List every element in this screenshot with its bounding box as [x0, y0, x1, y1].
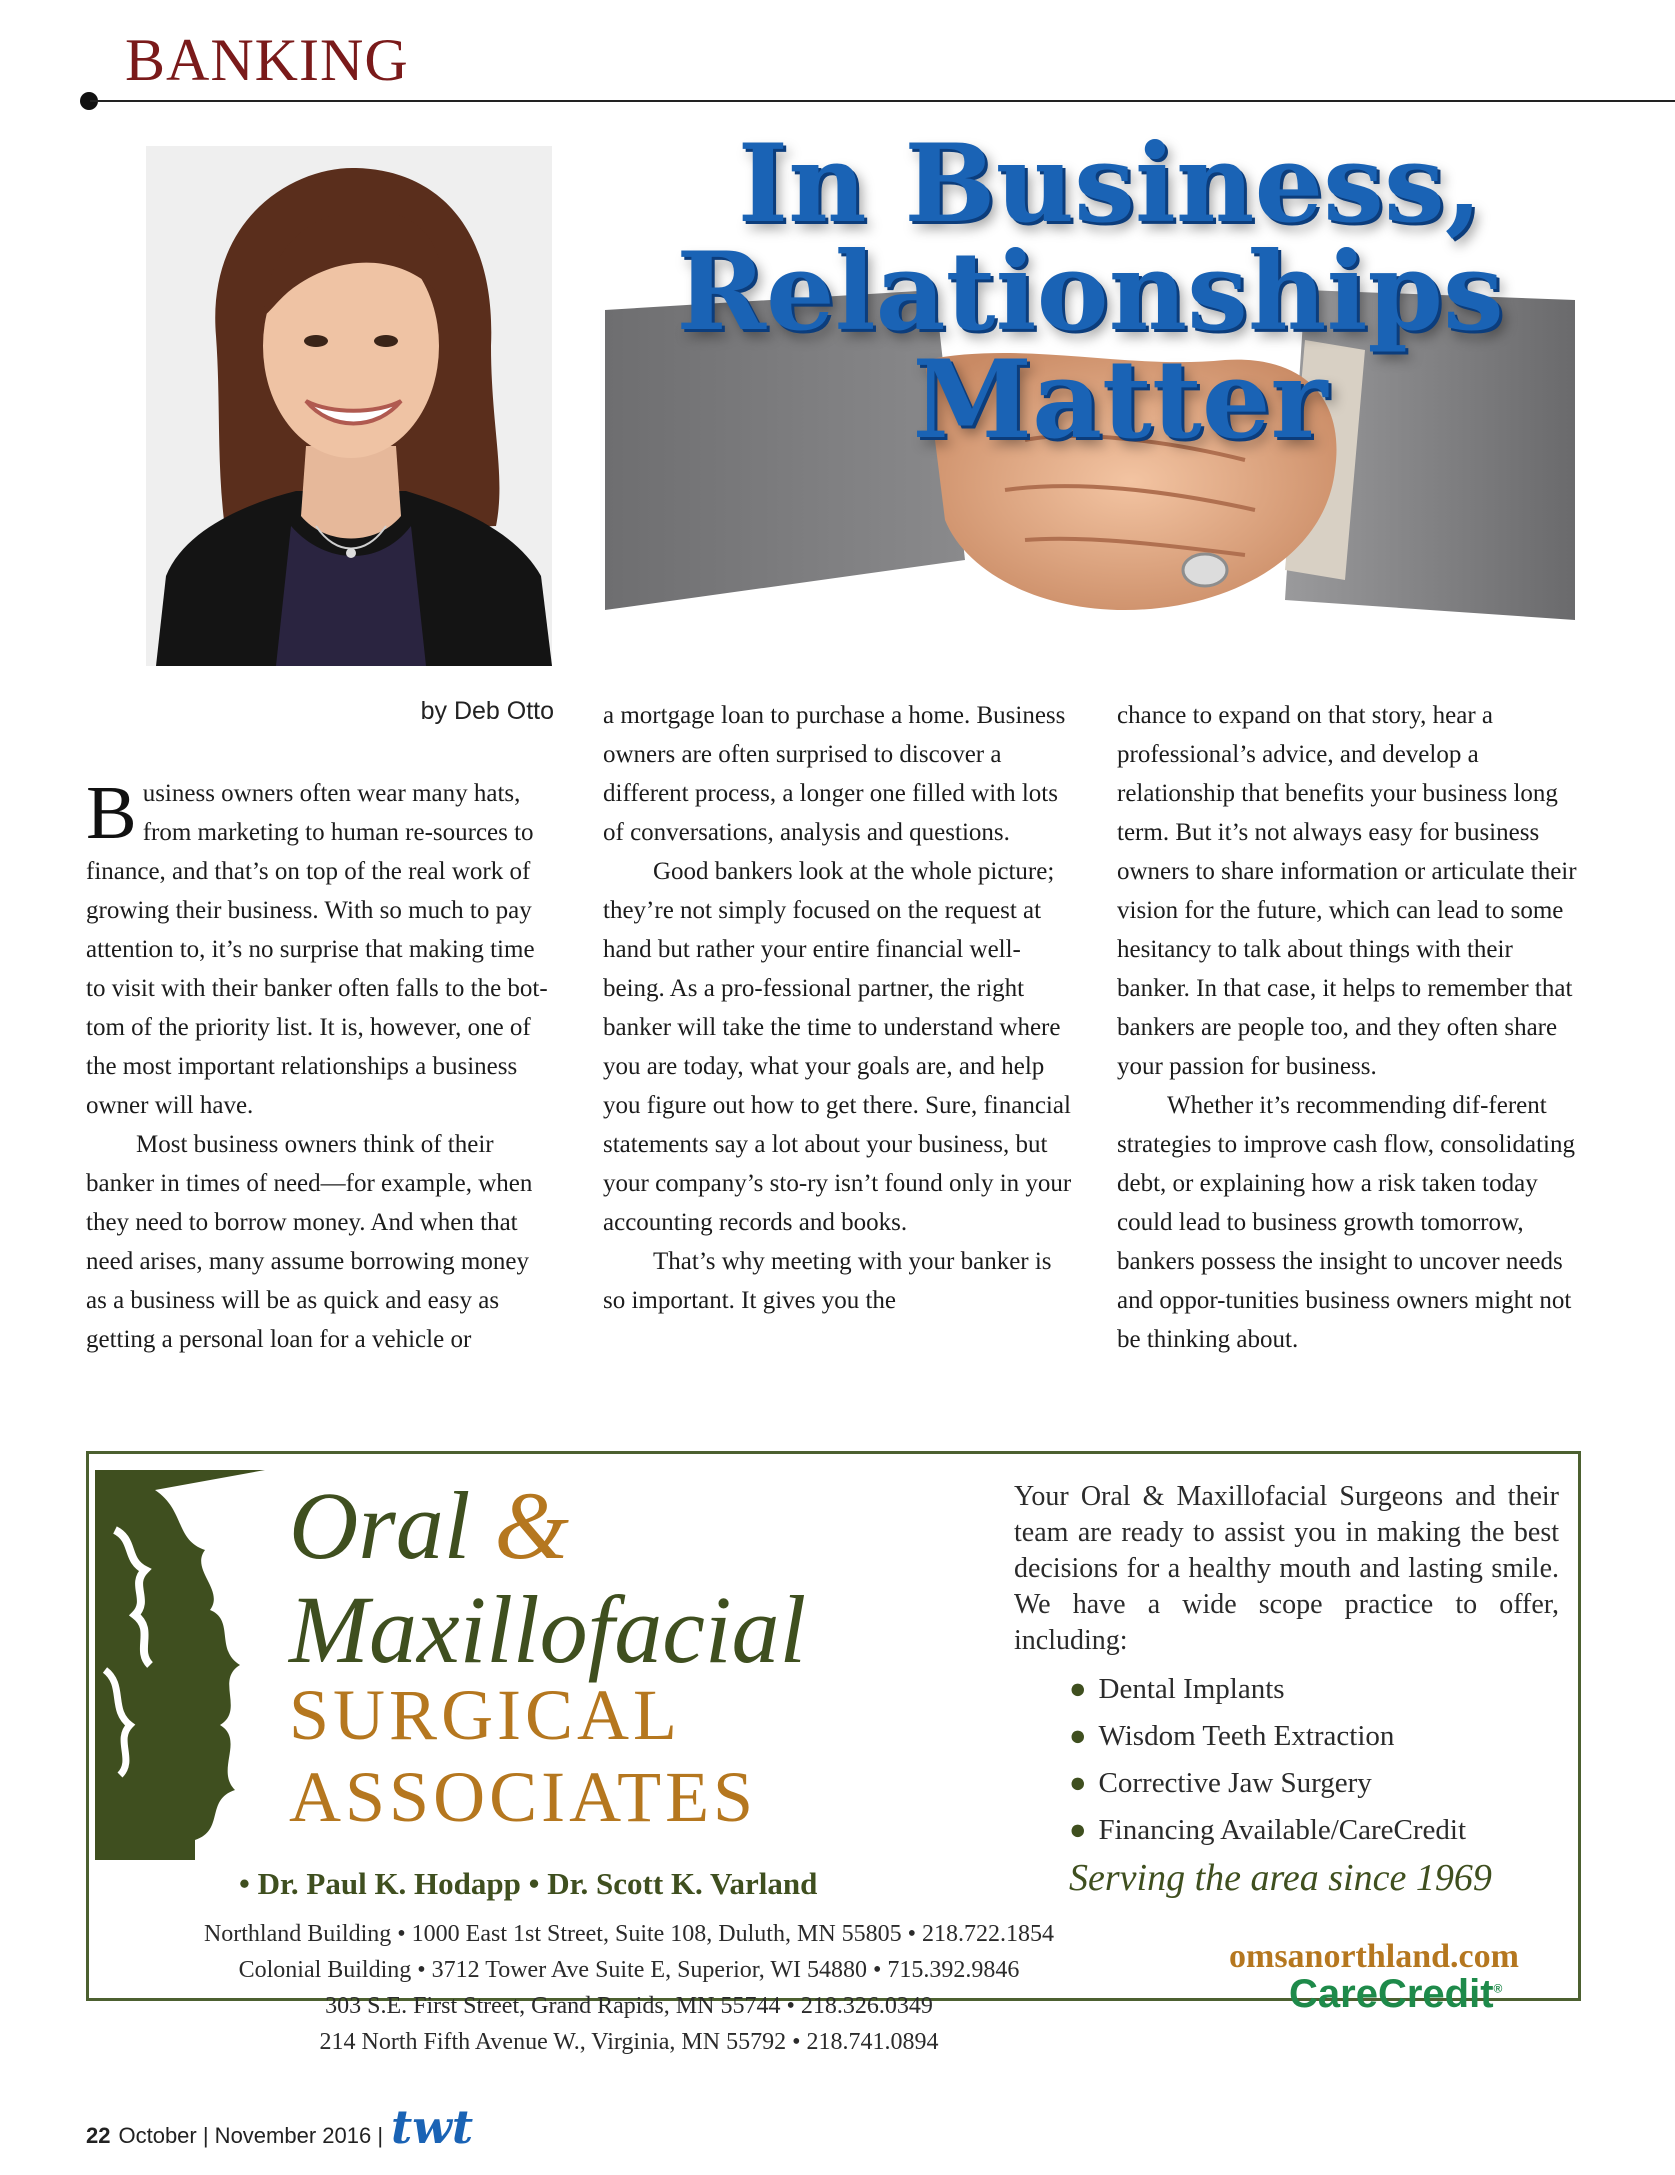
- list-item: [1069, 1713, 1466, 1760]
- article-paragraph: Good bankers look at the whole picture; they’re not simply focused on the request at hand but rather your entire financial well-being. As a pro-fessional partner, the right banker will take the time to understand where you are today, what your goals are, and help you figure out how to get there. Sure, financial statements say a lot about your business, but your company’s sto-ry isn’t found only in your accounting records and books.: [603, 858, 1072, 1236]
- byline: by Deb Otto: [420, 697, 554, 725]
- article-headline: [605, 121, 1575, 463]
- practice-name-maxillofacial: Maxillofacial: [289, 1576, 807, 1683]
- section-rule: [90, 100, 1675, 102]
- author-photo-illustration: [146, 146, 552, 666]
- headline-line-1: In Business,: [737, 121, 1483, 247]
- website-link[interactable]: omsanorthland.com: [1229, 1938, 1519, 1975]
- carecredit-wordmark: CareCredit: [1289, 1972, 1494, 2016]
- page-number: 22: [86, 2123, 111, 2148]
- advertisement[interactable]: [86, 1451, 1581, 2055]
- author-photo: [146, 146, 552, 666]
- article-paragraph: chance to expand on that story, hear a professional’s advice, and develop a relationship that benefits your business long term. But it’s not always easy for business owners to share information or articulate their vision for the future, which can lead to some hesitancy to talk about things with their banker. In that case, it helps to remember that bankers are people too, and they often share your passion for business.: [1117, 702, 1577, 1080]
- doctor-names: • Dr. Paul K. Hodapp • Dr. Scott K. Varland: [239, 1866, 818, 1901]
- paragraph-text: usiness owners often wear many hats, from marketing to human re-sources to finance, and that’s on top of the real work of growing their business. With so much to pay attention to, it’s no surprise that making time to visit with their banker often falls to the bot-tom of the priority list. It is, however, one of the most important relationships a business owner will have.: [86, 780, 548, 1119]
- services-list: [1069, 1666, 1466, 1854]
- tree-logo-graphic: [95, 1470, 265, 1860]
- practice-name-associates: ASSOCIATES: [289, 1757, 758, 1837]
- bullet-icon: ●: [1069, 1720, 1087, 1752]
- office-addresses: [99, 1916, 1159, 2060]
- article-paragraph: a mortgage loan to purchase a home. Business owners are often surprised to discover a different process, a longer one filled with lots of conversations, analysis and questions.: [603, 702, 1066, 846]
- service-label: Dental Implants: [1098, 1673, 1285, 1705]
- article-paragraph: That’s why meeting with your banker is so important. It gives you the: [603, 1248, 1052, 1314]
- magazine-logo: twt: [391, 2100, 474, 2154]
- headline-line-3: Matter: [912, 337, 1328, 463]
- service-label: Wisdom Teeth Extraction: [1098, 1720, 1395, 1752]
- article-column-3: [1117, 696, 1587, 1359]
- practice-name-caps: [289, 1674, 757, 1838]
- address-line: Colonial Building • 3712 Tower Ave Suite E, Superior, WI 54880 • 715.392.9846: [238, 1957, 1020, 1983]
- practice-name-ampersand: &: [494, 1472, 570, 1579]
- article-paragraph: [86, 771, 556, 1125]
- article-paragraph: Most business owners think of their banker in times of need—for example, when they need to borrow money. And when that need arises, many assume borrowing money as a business will be as quick and easy as getting a personal loan for a vehicle or: [86, 1131, 533, 1353]
- bullet-icon: ●: [1069, 1767, 1087, 1799]
- practice-name-oral: Oral: [289, 1472, 471, 1579]
- article-column-1: [86, 771, 556, 1359]
- practice-name-surgical: SURGICAL: [289, 1675, 682, 1755]
- article-paragraph: Whether it’s recommending dif-ferent strategies to improve cash flow, consolidating debt, or explaining how a risk taken today could lead to business growth tomorrow, bankers possess the insight to uncover needs and oppor-tunities business owners might not be thinking about.: [1117, 1092, 1575, 1353]
- page-footer: [86, 2100, 473, 2154]
- section-label: BANKING: [125, 27, 409, 93]
- serving-since-tagline: Serving the area since 1969: [1069, 1857, 1492, 1899]
- address-line: 303 S.E. First Street, Grand Rapids, MN 55744 • 218.326.0349: [325, 1993, 933, 2019]
- service-label: Corrective Jaw Surgery: [1098, 1767, 1372, 1799]
- drop-cap: B: [86, 771, 137, 855]
- list-item: [1069, 1666, 1466, 1713]
- headline-line-2: Relationships: [676, 229, 1504, 355]
- tree-logo-icon: [95, 1470, 265, 1860]
- ad-description: Your Oral & Maxillofacial Surgeons and their team are ready to assist you in making the best decisions for a healthy mouth and lasting smile. We have a wide scope practice to offer, including:: [1014, 1481, 1559, 1656]
- address-line: 214 North Fifth Avenue W., Virginia, MN 55792 • 218.741.0894: [319, 2029, 939, 2055]
- registered-mark: ®: [1493, 1981, 1503, 1996]
- article-column-2: [603, 696, 1073, 1320]
- bullet-icon: ●: [1069, 1673, 1087, 1705]
- service-label: Financing Available/CareCredit: [1098, 1814, 1467, 1846]
- list-item: [1069, 1760, 1466, 1807]
- address-line: Northland Building • 1000 East 1st Street, Suite 108, Duluth, MN 55805 • 218.722.1854: [203, 1921, 1055, 1947]
- list-item: [1069, 1807, 1466, 1854]
- practice-name-script: [289, 1474, 806, 1682]
- issue-date: October | November 2016 |: [118, 2123, 384, 2148]
- bullet-icon: ●: [1069, 1814, 1087, 1846]
- carecredit-logo: [1289, 1974, 1502, 2014]
